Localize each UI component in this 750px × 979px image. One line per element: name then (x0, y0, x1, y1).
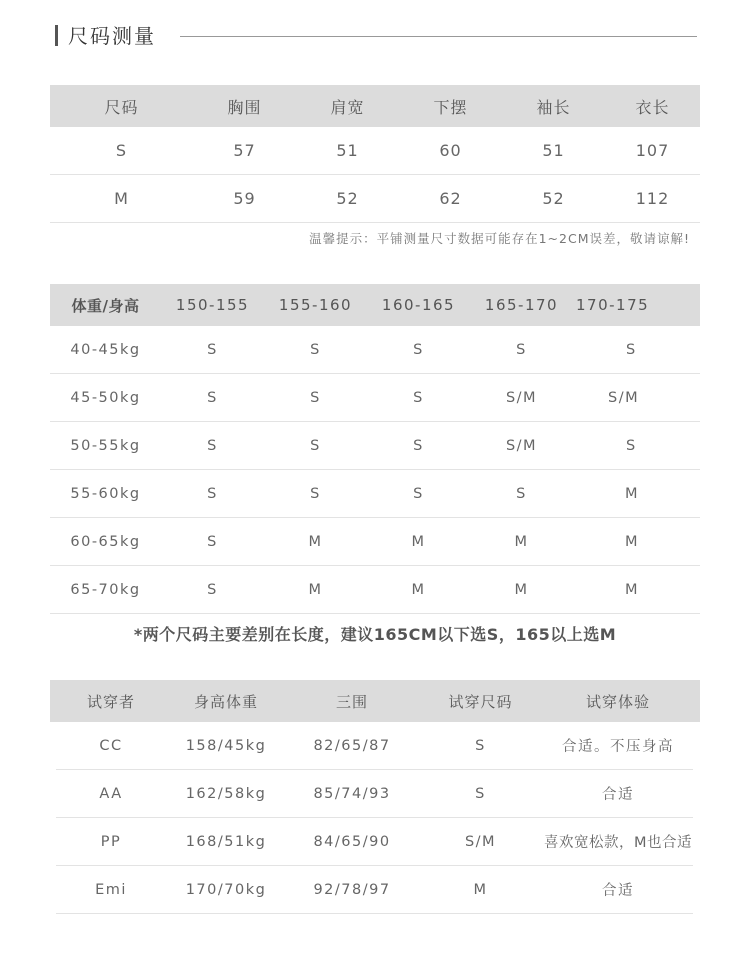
table-cell: S/M (573, 374, 700, 422)
row-spacer (693, 722, 700, 770)
section-header (55, 22, 700, 50)
table-row (50, 722, 700, 770)
table-cell: 52 (502, 175, 605, 223)
table-cell: 84/65/90 (286, 818, 418, 866)
row-spacer (693, 866, 700, 914)
table-cell: PP (56, 818, 166, 866)
header-cell: 胸围 (193, 85, 296, 127)
table-cell: S (367, 326, 470, 374)
header-cell: 袖长 (502, 85, 605, 127)
table-cell: S (470, 326, 573, 374)
table-cell: M (573, 518, 700, 566)
table-cell: CC (56, 722, 166, 770)
title-divider (180, 36, 697, 37)
table-cell: S (418, 722, 543, 770)
table-cell: S (367, 374, 470, 422)
table-cell: S (367, 422, 470, 470)
table-cell: 158/45kg (166, 722, 286, 770)
table-cell: S/M (418, 818, 543, 866)
table-cell: 60 (399, 127, 502, 175)
header-cell: 肩宽 (296, 85, 399, 127)
table-cell: 85/74/93 (286, 770, 418, 818)
table-cell: S (50, 127, 193, 175)
table-row (50, 770, 700, 818)
header-cell: 160-165 (367, 284, 470, 326)
table-row (50, 818, 700, 866)
header-cell: 试穿尺码 (418, 680, 543, 722)
table-row (50, 866, 700, 914)
table-cell: S (161, 518, 264, 566)
table-cell: 合适 (543, 866, 693, 914)
header-cell: 衣长 (605, 85, 700, 127)
table-cell: 92/78/97 (286, 866, 418, 914)
table-row (50, 566, 700, 614)
table-cell: 喜欢宽松款，M也合适 (543, 818, 693, 866)
table-row (50, 175, 700, 223)
table-cell: M (573, 566, 700, 614)
table-cell: S (573, 422, 700, 470)
table-cell: S (264, 470, 367, 518)
table-cell: M (470, 518, 573, 566)
header-cell: 试穿者 (56, 680, 166, 722)
table-header-row (50, 85, 700, 127)
table-cell: M (367, 566, 470, 614)
table-cell: 162/58kg (166, 770, 286, 818)
table-cell: M (264, 566, 367, 614)
table-cell: Emi (56, 866, 166, 914)
table-cell: 50-55kg (50, 422, 161, 470)
tryon-table (50, 680, 700, 914)
measurement-tip: 温馨提示：平铺测量尺寸数据可能存在1~2CM误差，敬请谅解! (309, 231, 690, 246)
table-cell: 65-70kg (50, 566, 161, 614)
table-cell: 107 (605, 127, 700, 175)
table-cell: 51 (502, 127, 605, 175)
table-cell: 62 (399, 175, 502, 223)
header-cell: 150-155 (161, 284, 264, 326)
header-cell: 155-160 (264, 284, 367, 326)
table-cell: S/M (470, 374, 573, 422)
table-cell: 51 (296, 127, 399, 175)
table-cell: S (573, 326, 700, 374)
table-cell: S (264, 422, 367, 470)
table-cell: 170/70kg (166, 866, 286, 914)
table-cell: 合适。不压身高 (543, 722, 693, 770)
table-header-row (50, 680, 700, 722)
table-cell: S (161, 374, 264, 422)
row-spacer (693, 818, 700, 866)
table-row (50, 127, 700, 175)
table-cell: S (161, 326, 264, 374)
table-cell: S (161, 566, 264, 614)
table-cell: M (264, 518, 367, 566)
section-title: 尺码测量 (68, 24, 156, 48)
table-row (50, 422, 700, 470)
header-cell: 下摆 (399, 85, 502, 127)
table-cell: M (470, 566, 573, 614)
table-row (50, 470, 700, 518)
table-cell: 40-45kg (50, 326, 161, 374)
header-cell: 165-170 (470, 284, 573, 326)
table-cell: S (264, 374, 367, 422)
table-cell: M (573, 470, 700, 518)
table-cell: 82/65/87 (286, 722, 418, 770)
table-cell: 55-60kg (50, 470, 161, 518)
size-measurement-table (50, 85, 700, 223)
size-recommendation-table (50, 284, 700, 614)
table-cell: S (418, 770, 543, 818)
table-cell: 57 (193, 127, 296, 175)
table-row (50, 326, 700, 374)
table-cell: 合适 (543, 770, 693, 818)
title-accent-bar (55, 25, 58, 46)
table-header-row (50, 284, 700, 326)
table-cell: S/M (470, 422, 573, 470)
table-cell: 60-65kg (50, 518, 161, 566)
table-cell: 52 (296, 175, 399, 223)
table-row (50, 374, 700, 422)
table-cell: S (264, 326, 367, 374)
header-cell: 尺码 (50, 85, 193, 127)
table-cell: S (161, 422, 264, 470)
table-row (50, 518, 700, 566)
table-cell: 59 (193, 175, 296, 223)
header-cell: 试穿体验 (543, 680, 693, 722)
header-spacer (693, 680, 700, 722)
table-cell: M (367, 518, 470, 566)
size-advice-note: *两个尺码主要差别在长度，建议165CM以下选S，165以上选M (133, 625, 617, 644)
header-cell: 三围 (286, 680, 418, 722)
table-cell: S (161, 470, 264, 518)
table-cell: S (367, 470, 470, 518)
table-cell: 45-50kg (50, 374, 161, 422)
table-cell: AA (56, 770, 166, 818)
table-cell: 112 (605, 175, 700, 223)
table-cell: 168/51kg (166, 818, 286, 866)
row-spacer (693, 770, 700, 818)
header-cell: 体重/身高 (50, 284, 161, 326)
table-cell: S (470, 470, 573, 518)
header-cell: 身高体重 (166, 680, 286, 722)
table-cell: M (50, 175, 193, 223)
table-cell: M (418, 866, 543, 914)
header-cell: 170-175 (573, 284, 700, 326)
